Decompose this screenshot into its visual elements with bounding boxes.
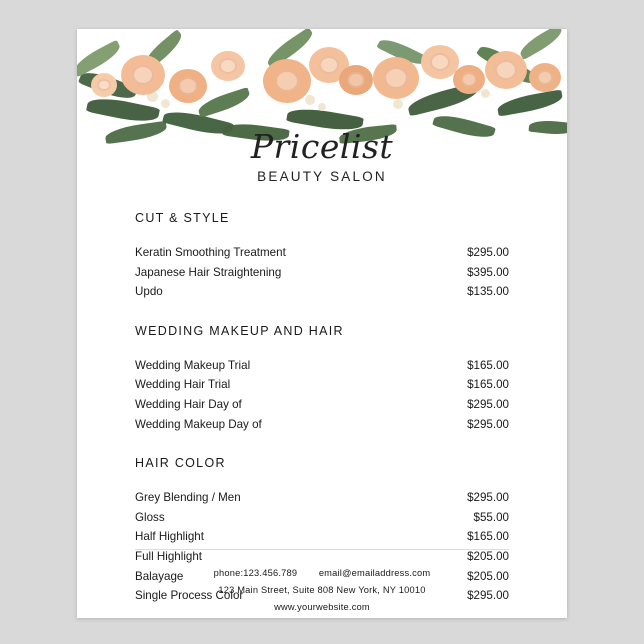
rose-icon	[485, 51, 527, 89]
service-name: Wedding Makeup Day of	[135, 417, 262, 431]
section-heading: HAIR COLOR	[135, 456, 226, 471]
price-row	[135, 508, 509, 528]
service-name: Single Process Color	[135, 589, 244, 603]
price-row	[135, 263, 509, 283]
service-price: $205.00	[467, 569, 509, 583]
footer-website: www.yourwebsite.com	[274, 602, 370, 613]
rose-icon	[121, 55, 165, 95]
bud-icon	[481, 89, 490, 98]
service-name: Updo	[135, 285, 163, 299]
rose-icon	[529, 63, 561, 92]
pricelist-content	[135, 211, 509, 606]
price-row	[135, 282, 509, 302]
leaf-icon	[77, 40, 123, 78]
service-price: $295.00	[467, 246, 509, 259]
bud-icon	[318, 103, 326, 111]
footer-contact-line	[77, 565, 567, 582]
service-price: $165.00	[467, 358, 509, 372]
bud-icon	[305, 95, 315, 105]
service-name: Wedding Makeup Trial	[135, 358, 251, 372]
price-section	[135, 324, 509, 434]
leaf-icon	[496, 89, 564, 116]
price-row	[135, 415, 509, 435]
rose-icon	[91, 73, 117, 97]
price-row	[135, 243, 509, 263]
rose-icon	[453, 65, 485, 94]
service-price: $295.00	[467, 417, 509, 431]
pricelist-poster	[77, 29, 567, 618]
poster-title: Pricelist	[250, 127, 394, 166]
service-name: Wedding Hair Day of	[135, 398, 242, 412]
service-name: Wedding Hair Trial	[135, 378, 231, 392]
service-name: Japanese Hair Straightening	[135, 265, 282, 279]
price-row	[135, 375, 509, 395]
service-name: Balayage	[135, 569, 184, 583]
service-name: Half Highlight	[135, 530, 204, 544]
bud-icon	[161, 99, 170, 108]
footer-divider	[135, 549, 509, 550]
price-row	[135, 527, 509, 547]
service-name: Keratin Smoothing Treatment	[135, 246, 286, 259]
service-price: $205.00	[467, 550, 509, 564]
section-heading: CUT & STYLE	[135, 211, 230, 225]
price-row	[135, 547, 509, 567]
price-row	[135, 488, 509, 508]
rose-icon	[339, 65, 373, 95]
service-name: Full Highlight	[135, 550, 203, 564]
section-heading: WEDDING MAKEUP AND HAIR	[135, 323, 344, 338]
rose-icon	[373, 57, 419, 99]
poster-subtitle: BEAUTY SALON	[257, 169, 387, 184]
service-name: Grey Blending / Men	[135, 491, 241, 505]
service-price: $55.00	[473, 510, 509, 524]
service-price: $165.00	[467, 378, 509, 392]
service-name: Gloss	[135, 510, 165, 524]
service-price: $135.00	[467, 285, 509, 299]
price-section	[135, 211, 509, 302]
footer-address: 123 Main Street, Suite 808 New York, NY 10010	[218, 585, 426, 596]
service-price: $165.00	[467, 530, 509, 544]
service-price: $395.00	[467, 265, 509, 279]
service-price: $295.00	[467, 589, 509, 603]
service-price: $295.00	[467, 398, 509, 412]
footer-email: email@emailaddress.com	[318, 568, 431, 578]
poster-footer	[77, 565, 567, 617]
rose-icon	[263, 59, 311, 103]
price-row	[135, 395, 509, 415]
rose-icon	[211, 51, 245, 81]
footer-phone: phone:123.456.789	[213, 568, 298, 578]
leaf-icon	[517, 29, 566, 60]
rose-icon	[169, 69, 207, 103]
service-price: $295.00	[467, 491, 509, 505]
bud-icon	[393, 99, 403, 109]
price-row	[135, 356, 509, 376]
